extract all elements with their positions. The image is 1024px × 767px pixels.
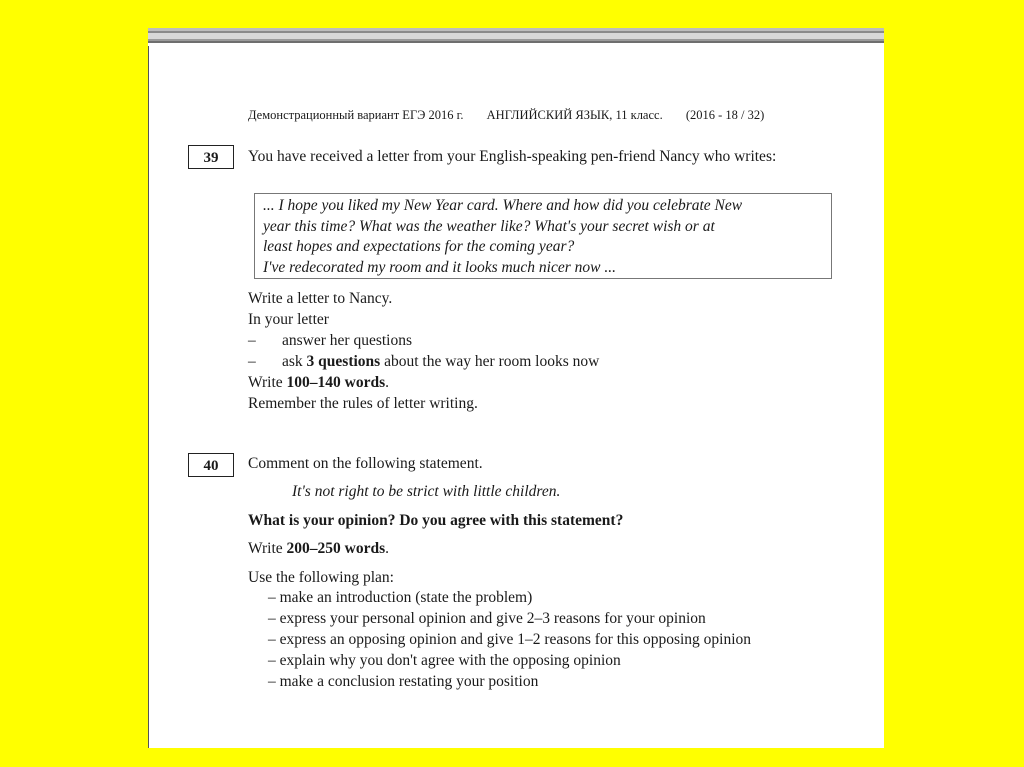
task-39-intro: You have received a letter from your English-speaking pen-friend Nancy who writes: [248,148,777,165]
words-pre: Write [248,374,287,391]
header-right: (2016 - 18 / 32) [685,108,765,122]
letter-line: year this time? What was the weather like? What's your secret wish or at [263,217,715,235]
letter-excerpt-box [254,193,832,279]
plan-item: – express an opposing opinion and give 1–2 reasons for this opposing opinion [268,631,752,648]
task-40-number: 40 [188,453,234,477]
words-post: . [385,540,390,557]
page-left-border [148,46,149,748]
letter-line: ... I hope you liked my New Year card. Where and how did you celebrate New [263,197,743,214]
header-left: Демонстрационный вариант ЕГЭ 2016 г. [248,108,464,122]
words-post: . [385,374,390,391]
task-40-plan-title: Use the following plan: [248,569,394,586]
letter-line: least hopes and expectations for the coming year? [263,238,575,255]
letter-line: I've redecorated my room and it looks much nicer now ... [263,258,616,276]
bullet-2-pre: ask [282,353,307,370]
bullet-1-text: answer her questions [282,332,412,349]
task-40-opinion-question: What is your opinion? Do you agree with this statement? [248,512,624,529]
words-bold: 100–140 words [286,374,386,391]
task-40-intro: Comment on the following statement. [248,455,483,472]
bullet-2-bold: 3 questions [306,353,381,370]
plan-item: – express your personal opinion and give 2–3 reasons for your opinion [268,610,706,627]
task-40-word-count [248,538,389,559]
words-pre: Write [248,540,287,557]
plan-item: – make a conclusion restating your position [268,673,539,690]
task-39-in-your-letter: In your letter [248,311,329,328]
task-39-remember: Remember the rules of letter writing. [248,395,478,412]
page-top-border [148,28,884,46]
task-40-statement: It's not right to be strict with little children. [292,483,561,500]
task-39-write-to: Write a letter to Nancy. [248,290,393,307]
header-middle: АНГЛИЙСКИЙ ЯЗЫК, 11 класс. [486,108,663,122]
task-39-number: 39 [188,145,234,169]
task-39-word-count [248,372,389,393]
task-39-bullet-2: – ask 3 questions about the way her room looks now [248,353,600,370]
bullet-2-post: about the way her room looks now [380,353,600,370]
plan-item: – make an introduction (state the problem) [268,589,533,606]
task-39-bullet-1: – answer her questions [248,332,412,349]
words-bold: 200–250 words [286,540,386,557]
plan-item: – explain why you don't agree with the opposing opinion [268,652,621,669]
page-header [248,108,784,123]
document-page [148,28,884,748]
